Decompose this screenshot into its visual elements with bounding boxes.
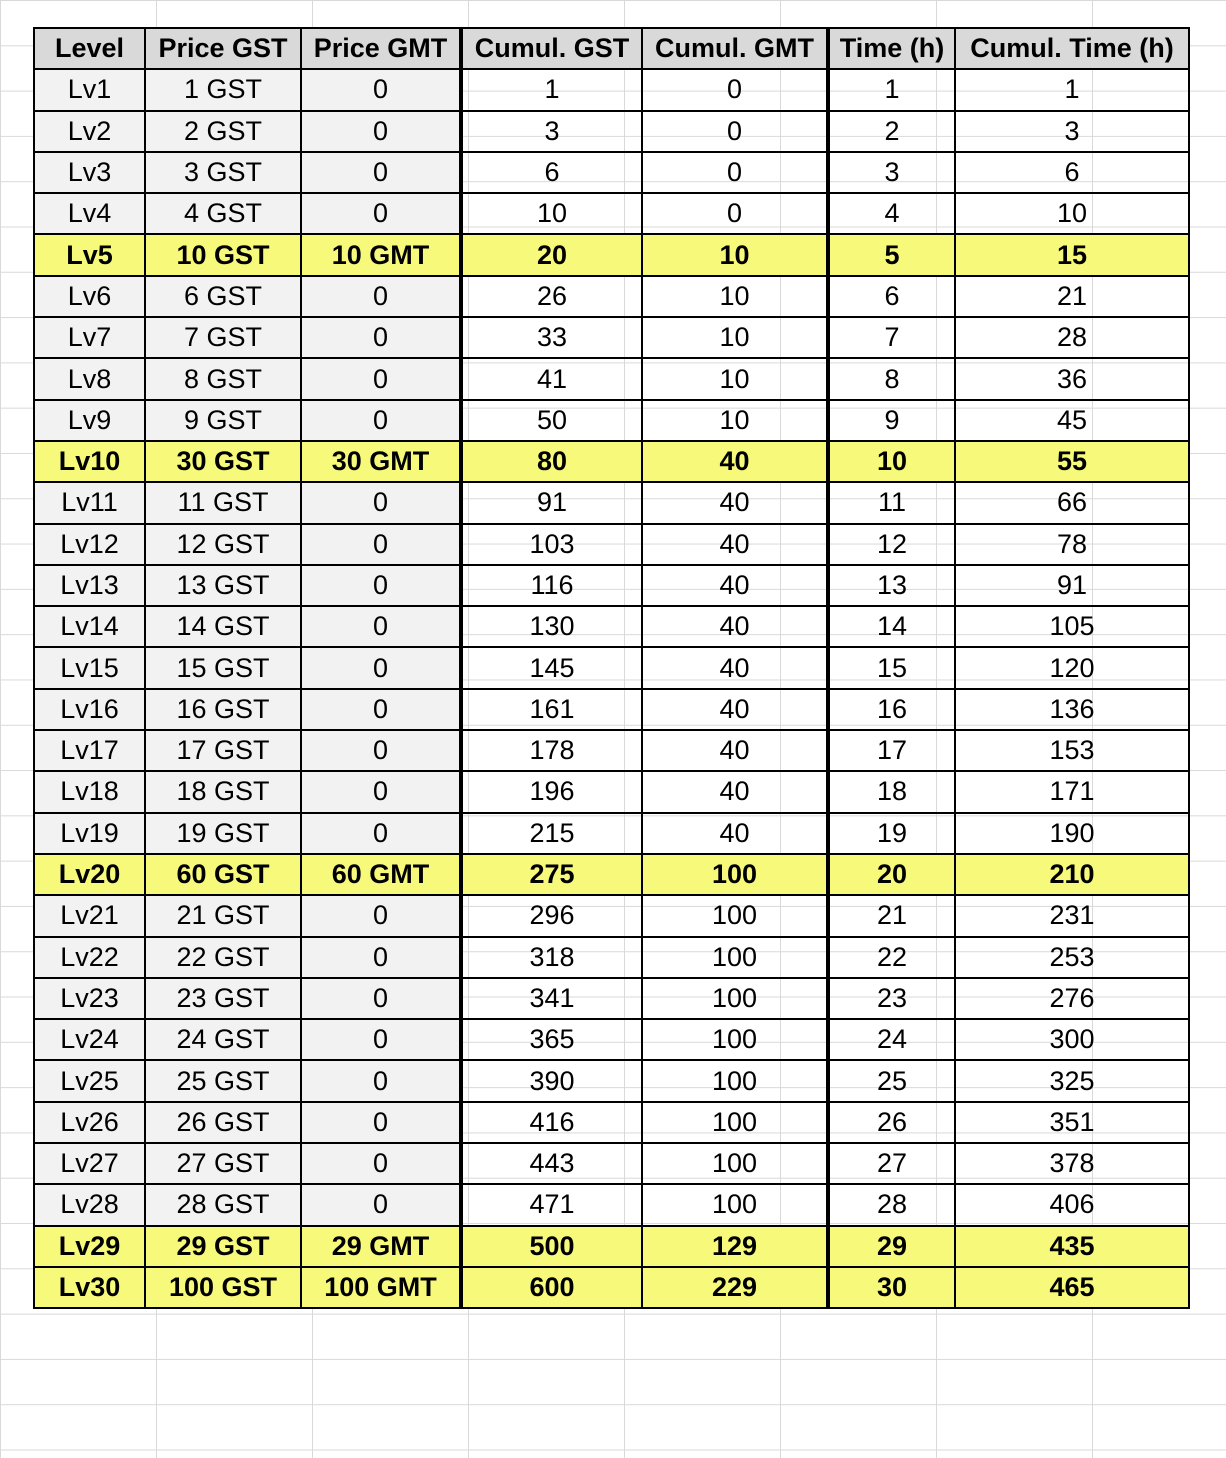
cell-price-gst[interactable]: 19 GST	[145, 813, 301, 854]
cell-cumul-time[interactable]: 231	[955, 895, 1189, 936]
column-header-level[interactable]: Level	[34, 28, 145, 69]
cell-cumul-gst[interactable]: 3	[461, 111, 642, 152]
cell-price-gst[interactable]: 3 GST	[145, 152, 301, 193]
cell-price-gmt[interactable]: 60 GMT	[301, 854, 461, 895]
cell-cumul-gst[interactable]: 296	[461, 895, 642, 936]
cell-cumul-gmt[interactable]: 129	[642, 1226, 828, 1267]
cell-level[interactable]: Lv27	[34, 1143, 145, 1184]
cell-level[interactable]: Lv30	[34, 1267, 145, 1308]
cell-cumul-time[interactable]: 66	[955, 482, 1189, 523]
table-row	[34, 854, 1189, 895]
cell-cumul-time[interactable]: 105	[955, 606, 1189, 647]
cell-cumul-gmt[interactable]: 10	[642, 234, 828, 275]
cell-cumul-gst[interactable]: 145	[461, 647, 642, 688]
cell-price-gmt[interactable]: 0	[301, 400, 461, 441]
cell-price-gst[interactable]: 11 GST	[145, 482, 301, 523]
cell-time[interactable]: 8	[828, 358, 955, 399]
cell-cumul-gmt[interactable]: 10	[642, 358, 828, 399]
cell-cumul-time[interactable]: 351	[955, 1102, 1189, 1143]
cell-cumul-time[interactable]: 136	[955, 689, 1189, 730]
cell-cumul-gmt[interactable]: 100	[642, 978, 828, 1019]
cell-cumul-time[interactable]: 21	[955, 276, 1189, 317]
column-header-cumul-time[interactable]: Cumul. Time (h)	[955, 28, 1189, 69]
cell-time[interactable]: 5	[828, 234, 955, 275]
cell-cumul-gst[interactable]: 80	[461, 441, 642, 482]
cell-cumul-time[interactable]: 55	[955, 441, 1189, 482]
cell-time[interactable]: 15	[828, 647, 955, 688]
cell-cumul-gmt[interactable]: 100	[642, 1184, 828, 1225]
level-cost-table	[33, 27, 1190, 1309]
cell-cumul-gst[interactable]: 26	[461, 276, 642, 317]
cell-cumul-time[interactable]: 45	[955, 400, 1189, 441]
cell-price-gmt[interactable]: 0	[301, 1060, 461, 1101]
table-row	[34, 565, 1189, 606]
cell-cumul-gst[interactable]: 91	[461, 482, 642, 523]
cell-time[interactable]: 19	[828, 813, 955, 854]
cell-cumul-gst[interactable]: 443	[461, 1143, 642, 1184]
cell-cumul-gmt[interactable]: 40	[642, 689, 828, 730]
cell-cumul-gmt[interactable]: 100	[642, 854, 828, 895]
cell-cumul-gmt[interactable]: 40	[642, 606, 828, 647]
cell-price-gmt[interactable]: 0	[301, 482, 461, 523]
cell-price-gst[interactable]: 22 GST	[145, 937, 301, 978]
cell-price-gmt[interactable]: 0	[301, 606, 461, 647]
cell-cumul-gmt[interactable]: 40	[642, 730, 828, 771]
table-row	[34, 193, 1189, 234]
table-row	[34, 1060, 1189, 1101]
cell-cumul-time[interactable]: 153	[955, 730, 1189, 771]
cell-price-gst[interactable]: 4 GST	[145, 193, 301, 234]
cell-cumul-time[interactable]: 325	[955, 1060, 1189, 1101]
cell-time[interactable]: 24	[828, 1019, 955, 1060]
cell-price-gst[interactable]: 23 GST	[145, 978, 301, 1019]
cell-cumul-gst[interactable]: 130	[461, 606, 642, 647]
table-row	[34, 771, 1189, 812]
cell-cumul-time[interactable]: 406	[955, 1184, 1189, 1225]
column-header-cumul-gmt[interactable]: Cumul. GMT	[642, 28, 828, 69]
cell-level[interactable]: Lv7	[34, 317, 145, 358]
cell-price-gmt[interactable]: 0	[301, 937, 461, 978]
cell-level[interactable]: Lv17	[34, 730, 145, 771]
column-header-price-gmt[interactable]: Price GMT	[301, 28, 461, 69]
cell-cumul-time[interactable]: 276	[955, 978, 1189, 1019]
cell-level[interactable]: Lv16	[34, 689, 145, 730]
cell-time[interactable]: 17	[828, 730, 955, 771]
cell-price-gst[interactable]: 6 GST	[145, 276, 301, 317]
cell-cumul-gmt[interactable]: 10	[642, 400, 828, 441]
cell-time[interactable]: 10	[828, 441, 955, 482]
table-row	[34, 276, 1189, 317]
cell-price-gst[interactable]: 28 GST	[145, 1184, 301, 1225]
cell-time[interactable]: 16	[828, 689, 955, 730]
cell-price-gst[interactable]: 2 GST	[145, 111, 301, 152]
cell-price-gst[interactable]: 8 GST	[145, 358, 301, 399]
cell-time[interactable]: 3	[828, 152, 955, 193]
cell-cumul-time[interactable]: 1	[955, 69, 1189, 110]
cell-cumul-gst[interactable]: 161	[461, 689, 642, 730]
table-row	[34, 813, 1189, 854]
cell-price-gst[interactable]: 10 GST	[145, 234, 301, 275]
cell-price-gmt[interactable]: 30 GMT	[301, 441, 461, 482]
cell-cumul-gmt[interactable]: 100	[642, 895, 828, 936]
cell-time[interactable]: 7	[828, 317, 955, 358]
cell-time[interactable]: 14	[828, 606, 955, 647]
table-row	[34, 482, 1189, 523]
cell-price-gst[interactable]: 1 GST	[145, 69, 301, 110]
cell-cumul-gst[interactable]: 116	[461, 565, 642, 606]
cell-level[interactable]: Lv20	[34, 854, 145, 895]
cell-level[interactable]: Lv10	[34, 441, 145, 482]
cell-level[interactable]: Lv2	[34, 111, 145, 152]
cell-price-gmt[interactable]: 0	[301, 524, 461, 565]
table-row	[34, 895, 1189, 936]
cell-price-gmt[interactable]: 0	[301, 978, 461, 1019]
cell-cumul-gst[interactable]: 103	[461, 524, 642, 565]
cell-level[interactable]: Lv11	[34, 482, 145, 523]
cell-cumul-time[interactable]: 190	[955, 813, 1189, 854]
cell-cumul-gmt[interactable]: 0	[642, 111, 828, 152]
cell-cumul-gst[interactable]: 365	[461, 1019, 642, 1060]
cell-cumul-gmt[interactable]: 100	[642, 1019, 828, 1060]
cell-price-gmt[interactable]: 0	[301, 317, 461, 358]
cell-level[interactable]: Lv26	[34, 1102, 145, 1143]
cell-level[interactable]: Lv3	[34, 152, 145, 193]
cell-time[interactable]: 20	[828, 854, 955, 895]
cell-cumul-gmt[interactable]: 0	[642, 69, 828, 110]
cell-cumul-gst[interactable]: 50	[461, 400, 642, 441]
cell-cumul-gmt[interactable]: 40	[642, 647, 828, 688]
cell-price-gst[interactable]: 60 GST	[145, 854, 301, 895]
table-row	[34, 689, 1189, 730]
cell-price-gst[interactable]: 27 GST	[145, 1143, 301, 1184]
cell-level[interactable]: Lv5	[34, 234, 145, 275]
cell-cumul-time[interactable]: 10	[955, 193, 1189, 234]
cell-level[interactable]: Lv18	[34, 771, 145, 812]
table-row	[34, 317, 1189, 358]
cell-price-gmt[interactable]: 10 GMT	[301, 234, 461, 275]
cell-time[interactable]: 12	[828, 524, 955, 565]
table-row	[34, 441, 1189, 482]
cell-price-gmt[interactable]: 0	[301, 689, 461, 730]
cell-time[interactable]: 6	[828, 276, 955, 317]
cell-cumul-gmt[interactable]: 40	[642, 565, 828, 606]
cell-price-gmt[interactable]: 0	[301, 730, 461, 771]
cell-cumul-time[interactable]: 15	[955, 234, 1189, 275]
cell-price-gmt[interactable]: 0	[301, 565, 461, 606]
cell-time[interactable]: 25	[828, 1060, 955, 1101]
cell-price-gst[interactable]: 29 GST	[145, 1226, 301, 1267]
cell-price-gmt[interactable]: 0	[301, 358, 461, 399]
cell-price-gmt[interactable]: 0	[301, 647, 461, 688]
cell-price-gst[interactable]: 7 GST	[145, 317, 301, 358]
cell-cumul-gst[interactable]: 215	[461, 813, 642, 854]
cell-time[interactable]: 26	[828, 1102, 955, 1143]
table-row	[34, 1102, 1189, 1143]
cell-price-gst[interactable]: 16 GST	[145, 689, 301, 730]
cell-level[interactable]: Lv23	[34, 978, 145, 1019]
cell-cumul-gmt[interactable]: 100	[642, 1102, 828, 1143]
cell-time[interactable]: 4	[828, 193, 955, 234]
cell-price-gmt[interactable]: 29 GMT	[301, 1226, 461, 1267]
cell-cumul-gst[interactable]: 600	[461, 1267, 642, 1308]
table-row	[34, 1226, 1189, 1267]
cell-cumul-gmt[interactable]: 40	[642, 441, 828, 482]
cell-price-gmt[interactable]: 0	[301, 69, 461, 110]
table-row	[34, 358, 1189, 399]
cell-time[interactable]: 28	[828, 1184, 955, 1225]
cell-time[interactable]: 13	[828, 565, 955, 606]
cell-price-gst[interactable]: 18 GST	[145, 771, 301, 812]
cell-cumul-gst[interactable]: 10	[461, 193, 642, 234]
cell-cumul-time[interactable]: 91	[955, 565, 1189, 606]
cell-level[interactable]: Lv29	[34, 1226, 145, 1267]
cell-cumul-gmt[interactable]: 10	[642, 317, 828, 358]
cell-cumul-time[interactable]: 253	[955, 937, 1189, 978]
cell-cumul-gst[interactable]: 1	[461, 69, 642, 110]
cell-level[interactable]: Lv19	[34, 813, 145, 854]
cell-cumul-gmt[interactable]: 10	[642, 276, 828, 317]
cell-cumul-gst[interactable]: 471	[461, 1184, 642, 1225]
cell-price-gst[interactable]: 24 GST	[145, 1019, 301, 1060]
table-row	[34, 978, 1189, 1019]
cell-price-gst[interactable]: 21 GST	[145, 895, 301, 936]
cell-cumul-time[interactable]: 120	[955, 647, 1189, 688]
cell-cumul-gmt[interactable]: 229	[642, 1267, 828, 1308]
cell-level[interactable]: Lv8	[34, 358, 145, 399]
cell-price-gmt[interactable]: 0	[301, 771, 461, 812]
cell-time[interactable]: 18	[828, 771, 955, 812]
table-row	[34, 524, 1189, 565]
cell-price-gst[interactable]: 100 GST	[145, 1267, 301, 1308]
cell-time[interactable]: 27	[828, 1143, 955, 1184]
table-body	[34, 69, 1189, 1308]
cell-cumul-time[interactable]: 171	[955, 771, 1189, 812]
column-header-price-gst[interactable]: Price GST	[145, 28, 301, 69]
cell-price-gmt[interactable]: 100 GMT	[301, 1267, 461, 1308]
cell-level[interactable]: Lv6	[34, 276, 145, 317]
cell-time[interactable]: 21	[828, 895, 955, 936]
cell-price-gst[interactable]: 15 GST	[145, 647, 301, 688]
cell-price-gst[interactable]: 25 GST	[145, 1060, 301, 1101]
cell-price-gst[interactable]: 14 GST	[145, 606, 301, 647]
cell-level[interactable]: Lv1	[34, 69, 145, 110]
cell-price-gst[interactable]: 12 GST	[145, 524, 301, 565]
table-row	[34, 730, 1189, 771]
table-row	[34, 606, 1189, 647]
cell-cumul-gst[interactable]: 41	[461, 358, 642, 399]
cell-cumul-gst[interactable]: 341	[461, 978, 642, 1019]
cell-cumul-time[interactable]: 36	[955, 358, 1189, 399]
cell-cumul-gst[interactable]: 196	[461, 771, 642, 812]
cell-time[interactable]: 29	[828, 1226, 955, 1267]
cell-time[interactable]: 30	[828, 1267, 955, 1308]
cell-cumul-gst[interactable]: 275	[461, 854, 642, 895]
cell-time[interactable]: 23	[828, 978, 955, 1019]
cell-level[interactable]: Lv4	[34, 193, 145, 234]
cell-cumul-gmt[interactable]: 100	[642, 1060, 828, 1101]
cell-price-gst[interactable]: 17 GST	[145, 730, 301, 771]
cell-price-gmt[interactable]: 0	[301, 813, 461, 854]
cell-cumul-time[interactable]: 3	[955, 111, 1189, 152]
cell-price-gmt[interactable]: 0	[301, 193, 461, 234]
table-row	[34, 1184, 1189, 1225]
cell-cumul-time[interactable]: 378	[955, 1143, 1189, 1184]
cell-cumul-time[interactable]: 28	[955, 317, 1189, 358]
cell-price-gst[interactable]: 13 GST	[145, 565, 301, 606]
cell-price-gmt[interactable]: 0	[301, 276, 461, 317]
cell-price-gst[interactable]: 26 GST	[145, 1102, 301, 1143]
cell-cumul-time[interactable]: 210	[955, 854, 1189, 895]
cell-time[interactable]: 2	[828, 111, 955, 152]
cell-price-gst[interactable]: 30 GST	[145, 441, 301, 482]
table-row	[34, 152, 1189, 193]
table-row	[34, 400, 1189, 441]
table-row	[34, 1267, 1189, 1308]
table-row	[34, 647, 1189, 688]
cell-cumul-gst[interactable]: 500	[461, 1226, 642, 1267]
cell-cumul-gmt[interactable]: 40	[642, 482, 828, 523]
cell-price-gmt[interactable]: 0	[301, 1102, 461, 1143]
cell-time[interactable]: 22	[828, 937, 955, 978]
table-row	[34, 937, 1189, 978]
table-row	[34, 1143, 1189, 1184]
cell-cumul-time[interactable]: 435	[955, 1226, 1189, 1267]
cell-cumul-gst[interactable]: 178	[461, 730, 642, 771]
cell-level[interactable]: Lv9	[34, 400, 145, 441]
cell-cumul-time[interactable]: 78	[955, 524, 1189, 565]
cell-cumul-gmt[interactable]: 0	[642, 152, 828, 193]
cell-cumul-gst[interactable]: 416	[461, 1102, 642, 1143]
cell-cumul-gst[interactable]: 33	[461, 317, 642, 358]
cell-time[interactable]: 1	[828, 69, 955, 110]
cell-cumul-gst[interactable]: 390	[461, 1060, 642, 1101]
table-row	[34, 111, 1189, 152]
cell-cumul-time[interactable]: 465	[955, 1267, 1189, 1308]
cell-level[interactable]: Lv12	[34, 524, 145, 565]
cell-cumul-gmt[interactable]: 40	[642, 771, 828, 812]
cell-cumul-gmt[interactable]: 40	[642, 524, 828, 565]
cell-level[interactable]: Lv15	[34, 647, 145, 688]
cell-price-gmt[interactable]: 0	[301, 1019, 461, 1060]
cell-level[interactable]: Lv21	[34, 895, 145, 936]
cell-cumul-gst[interactable]: 318	[461, 937, 642, 978]
cell-cumul-gst[interactable]: 6	[461, 152, 642, 193]
cell-price-gst[interactable]: 9 GST	[145, 400, 301, 441]
cell-price-gmt[interactable]: 0	[301, 1143, 461, 1184]
header-row	[34, 28, 1189, 69]
cell-level[interactable]: Lv22	[34, 937, 145, 978]
cell-cumul-gmt[interactable]: 0	[642, 193, 828, 234]
cell-price-gmt[interactable]: 0	[301, 1184, 461, 1225]
cell-cumul-gmt[interactable]: 40	[642, 813, 828, 854]
cell-level[interactable]: Lv13	[34, 565, 145, 606]
cell-time[interactable]: 11	[828, 482, 955, 523]
cell-level[interactable]: Lv14	[34, 606, 145, 647]
column-header-time[interactable]: Time (h)	[828, 28, 955, 69]
table-row	[34, 1019, 1189, 1060]
cell-level[interactable]: Lv28	[34, 1184, 145, 1225]
cell-level[interactable]: Lv25	[34, 1060, 145, 1101]
cell-price-gmt[interactable]: 0	[301, 152, 461, 193]
cell-price-gmt[interactable]: 0	[301, 111, 461, 152]
table-row	[34, 234, 1189, 275]
table-row	[34, 69, 1189, 110]
cell-cumul-gmt[interactable]: 100	[642, 937, 828, 978]
cell-time[interactable]: 9	[828, 400, 955, 441]
cell-cumul-gmt[interactable]: 100	[642, 1143, 828, 1184]
cell-level[interactable]: Lv24	[34, 1019, 145, 1060]
cell-cumul-gst[interactable]: 20	[461, 234, 642, 275]
cell-price-gmt[interactable]: 0	[301, 895, 461, 936]
cell-cumul-time[interactable]: 6	[955, 152, 1189, 193]
column-header-cumul-gst[interactable]: Cumul. GST	[461, 28, 642, 69]
cell-cumul-time[interactable]: 300	[955, 1019, 1189, 1060]
